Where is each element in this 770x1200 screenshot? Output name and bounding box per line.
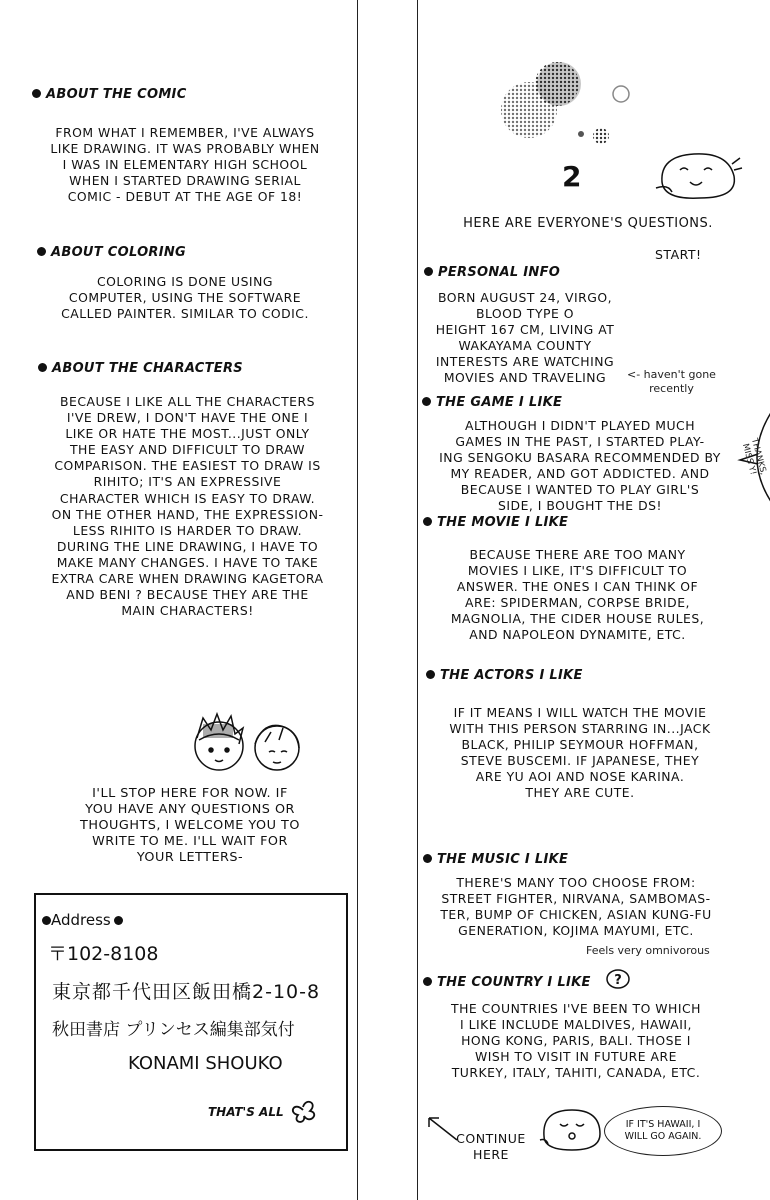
music-note: Feels very omnivorous bbox=[586, 944, 710, 957]
bullet-icon bbox=[37, 247, 46, 256]
about-comic-text: FROM WHAT I REMEMBER, I'VE ALWAYS LIKE DRAWING. IT WAS PROBABLY WHEN I WAS IN ELEMENTARY HIGH SCHOOL WHEN I STARTED DRAWING SERIAL COMIC - DEBUT AT THE AGE OF 18! bbox=[50, 125, 320, 204]
question-mark-icon bbox=[605, 968, 631, 990]
about-comic-heading: ABOUT THE COMIC bbox=[32, 87, 187, 102]
game-heading: THE GAME I LIKE bbox=[422, 395, 562, 410]
about-characters-text: BECAUSE I LIKE ALL THE CHARACTERS I'VE DREW, I DON'T HAVE THE ONE I LIKE OR HATE THE MOST...JUST ONLY THE EASY AND DIFFICULT TO DRAW COMPARISON. THE EASIEST TO DRAW IS RIHITO; IT'S AN EXPRESSIVE CHARACTER WHICH IS EASY TO DRAW. ON THE OTHER HAND, THE EXPRESSION- LESS RIHITO IS HARDER TO DRAW. DURING THE LINE DRAWING, I HAVE TO MAKE MANY CHANGES. I HAVE TO TAKE EXTRA CARE WHEN DRAWING KAGETORA AND BENI ? BECAUSE THEY ARE THE MAIN CHARACTERS! bbox=[51, 394, 324, 619]
questions-intro: HERE ARE EVERYONE'S QUESTIONS. bbox=[463, 216, 713, 231]
left-panel-border bbox=[357, 0, 358, 1200]
about-coloring-heading: ABOUT COLORING bbox=[37, 245, 186, 260]
recipient-name: KONAMI SHOUKO bbox=[128, 1053, 283, 1074]
bullet-icon bbox=[32, 89, 41, 98]
continue-text: CONTINUE HERE bbox=[456, 1131, 526, 1162]
bullet-icon bbox=[424, 267, 433, 276]
bullet-icon bbox=[42, 916, 51, 925]
bullet-icon bbox=[423, 517, 432, 526]
movie-text: BECAUSE THERE ARE TOO MANY MOVIES I LIKE, IT'S DIFFICULT TO ANSWER. THE ONES I CAN THINK OF ARE: SPIDERMAN, CORPSE BRIDE, MAGNOLIA, THE CIDER HOUSE RULES, AND NAPOLEON DYNAMITE, ETC. bbox=[450, 547, 705, 642]
page-number: 2 bbox=[562, 160, 582, 193]
blob-character-icon bbox=[538, 1104, 608, 1154]
flower-icon bbox=[290, 1099, 316, 1121]
music-text: THERE'S MANY TOO CHOOSE FROM: STREET FIGHTER, NIRVANA, SAMBOMAS- TER, BUMP OF CHICKEN, ASIAN KUNG-FU GENERATION, KOJIMA MAYUMI, ETC. bbox=[440, 875, 712, 938]
chibi-characters-illustration bbox=[185, 710, 315, 780]
bullet-icon bbox=[422, 397, 431, 406]
about-coloring-text: COLORING IS DONE USING COMPUTER, USING THE SOFTWARE CALLED PAINTER. SIMILAR TO CODIC. bbox=[61, 274, 309, 321]
decorative-dots bbox=[495, 60, 635, 150]
movie-heading: THE MOVIE I LIKE bbox=[423, 515, 568, 530]
bullet-icon bbox=[38, 363, 47, 372]
start-text: START! bbox=[655, 247, 702, 262]
country-text: THE COUNTRIES I'VE BEEN TO WHICH I LIKE INCLUDE MALDIVES, HAWAII, HONG KONG, PARIS, BALI. THOSE I WISH TO VISIT IN FUTURE ARE TURKEY, ITALY, TAHITI, CANADA, ETC. bbox=[451, 1001, 701, 1080]
bullet-icon bbox=[423, 854, 432, 863]
closing-message: I'LL STOP HERE FOR NOW. IF YOU HAVE ANY QUESTIONS OR THOUGHTS, I WELCOME YOU TO WRITE TO ME. I'LL WAIT FOR YOUR LETTERS- bbox=[80, 786, 300, 865]
personal-info-heading: PERSONAL INFO bbox=[424, 265, 560, 280]
address-label: Address bbox=[42, 911, 123, 929]
music-heading: THE MUSIC I LIKE bbox=[423, 852, 568, 867]
bullet-icon bbox=[423, 977, 432, 986]
sleeping-blob-icon bbox=[654, 148, 744, 204]
svg-text:?: ? bbox=[614, 973, 622, 988]
speech-bubble-text: IF IT'S HAWAII, I WILL GO AGAIN. bbox=[624, 1119, 702, 1142]
speech-bubble bbox=[604, 1106, 722, 1156]
address-line-2: 秋田書店 プリンセス編集部気付 bbox=[52, 1020, 295, 1040]
address-box bbox=[34, 893, 348, 1151]
country-heading: THE COUNTRY I LIKE bbox=[423, 975, 591, 990]
bullet-icon bbox=[114, 916, 123, 925]
personal-info-text: BORN AUGUST 24, VIRGO, BLOOD TYPE O HEIGHT 167 CM, LIVING AT WAKAYAMA COUNTY INTERESTS ARE WATCHING MOVIES AND TRAVELING bbox=[435, 290, 615, 385]
actors-heading: THE ACTORS I LIKE bbox=[426, 668, 583, 683]
side-note-text: THANKS, MISS Y! bbox=[739, 437, 769, 477]
right-panel-border bbox=[417, 0, 418, 1200]
postal-code: 〒102-8108 bbox=[48, 943, 159, 965]
game-text: ALTHOUGH I DIDN'T PLAYED MUCH GAMES IN THE PAST, I STARTED PLAY- ING SENGOKU BASARA RECOMMENDED BY MY READER, AND GOT ADDICTED. AND BECAUSE I WANTED TO PLAY GIRL'S SIDE, I BOUGHT THE DS! bbox=[439, 418, 721, 513]
actors-text: IF IT MEANS I WILL WATCH THE MOVIE WITH THIS PERSON STARRING IN...JACK BLACK, PHILIP SEYMOUR HOFFMAN, STEVE BUSCEMI. IF JAPANESE, THEY ARE YU AOI AND NOSE KARINA. THEY ARE CUTE. bbox=[449, 705, 711, 800]
thats-all-text: THAT'S ALL bbox=[208, 1105, 284, 1119]
bullet-icon bbox=[426, 670, 435, 679]
about-characters-heading: ABOUT THE CHARACTERS bbox=[38, 361, 243, 376]
personal-info-note: <- haven't gone recently bbox=[627, 368, 716, 395]
address-line-1: 東京都千代田区飯田橋2-10-8 bbox=[52, 981, 321, 1003]
